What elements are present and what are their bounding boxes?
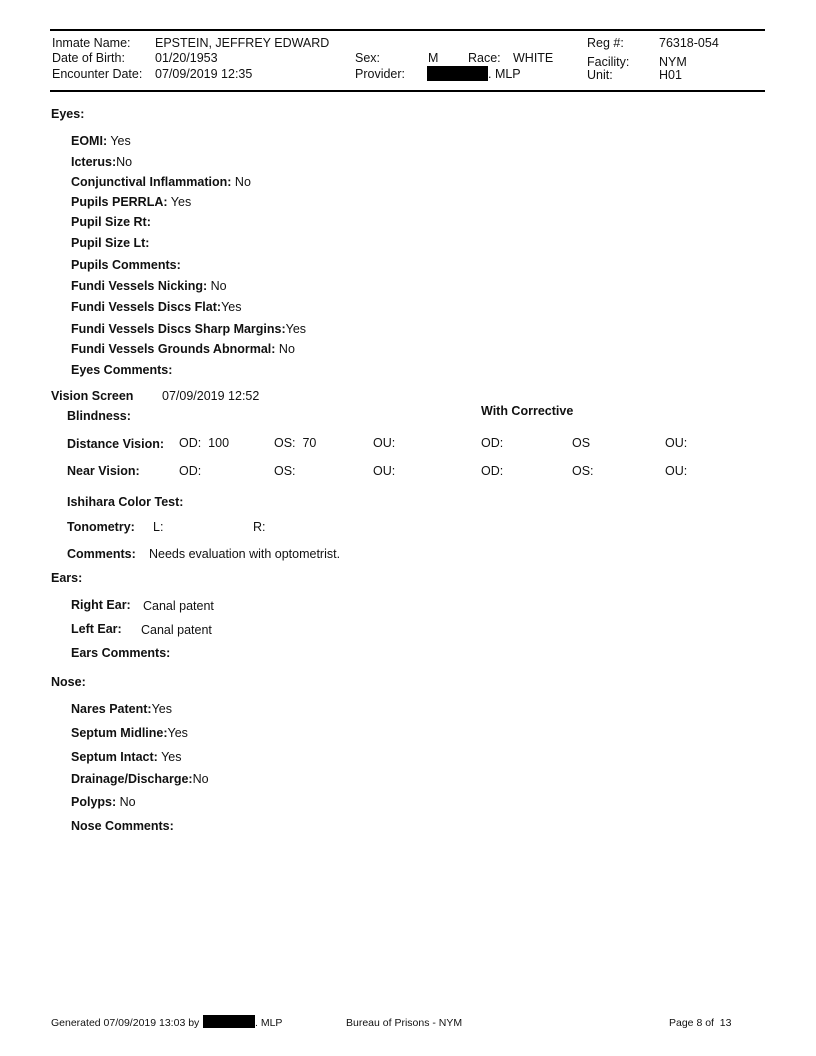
reg-value: 76318-054: [659, 36, 719, 50]
left-ear-label: Left Ear:: [71, 622, 122, 636]
eyes-item: [71, 322, 306, 336]
left-ear-value: Canal patent: [141, 623, 212, 637]
footer-bureau: Bureau of Prisons - NYM: [346, 1017, 463, 1029]
with-corrective-label: With Corrective: [481, 404, 574, 418]
nose-item-label: Polyps:: [71, 795, 117, 809]
tonometry-right: R:: [253, 520, 266, 534]
distance-od: OD: 100: [179, 436, 230, 450]
near-corrective-od: OD:: [481, 464, 504, 478]
tonometry-label: Tonometry:: [67, 520, 135, 534]
blindness-label: Blindness:: [67, 409, 131, 423]
eyes-item-label: Pupils Comments:: [71, 258, 181, 272]
eyes-item: [71, 195, 191, 209]
provider-label: Provider:: [355, 67, 406, 81]
footer-page-number: Page 8 of 13: [669, 1017, 732, 1029]
eyes-item-value: Yes: [221, 300, 242, 314]
tonometry-left: L:: [153, 520, 164, 534]
eyes-item: [71, 342, 295, 356]
nose-item-label: Nares Patent:: [71, 702, 152, 716]
facility-label: Facility:: [587, 55, 630, 69]
eyes-item: [71, 134, 131, 148]
near-vision-label: Near Vision:: [67, 464, 140, 478]
eyes-item-label: Icterus:: [71, 155, 117, 169]
vision-comments: Needs evaluation with optometrist.: [149, 547, 341, 561]
nose-item-label: Septum Midline:: [71, 726, 168, 740]
ishihara-label: Ishihara Color Test:: [67, 495, 184, 509]
nose-item-value: No: [119, 795, 136, 809]
encounter-label: Encounter Date:: [52, 67, 143, 81]
eyes-item-label: Fundi Vessels Grounds Abnormal:: [71, 342, 276, 356]
dob-label: Date of Birth:: [52, 51, 125, 65]
ears-section-title: Ears:: [51, 571, 83, 585]
nose-item: [71, 772, 209, 786]
nose-section-title: Nose:: [51, 675, 86, 689]
nose-item-label: Nose Comments:: [71, 819, 174, 833]
footer-redaction: [203, 1015, 255, 1028]
eyes-item-value: Yes: [170, 195, 192, 209]
ears-comments-label: Ears Comments:: [71, 646, 171, 660]
distance-corrective-od: OD:: [481, 436, 504, 450]
provider-suffix: . MLP: [488, 67, 521, 81]
race-label: Race:: [468, 51, 501, 65]
reg-label: Reg #:: [587, 36, 624, 50]
distance-ou: OU:: [373, 436, 396, 450]
eyes-item-label: Fundi Vessels Discs Flat:: [71, 300, 222, 314]
vision-section-title: Vision Screen: [51, 389, 134, 403]
facility-value: NYM: [659, 55, 687, 69]
eyes-item: [71, 175, 251, 189]
race-value: WHITE: [513, 51, 554, 65]
nose-item-value: Yes: [161, 750, 182, 764]
nose-item: [71, 750, 181, 764]
eyes-item-value: No: [210, 279, 227, 293]
eyes-item-label: Fundi Vessels Nicking:: [71, 279, 208, 293]
header-bottom-rule: [50, 90, 765, 92]
eyes-item: [71, 215, 151, 229]
nose-item-value: Yes: [167, 726, 188, 740]
distance-vision-label: Distance Vision:: [67, 437, 165, 451]
eyes-item: [71, 279, 227, 293]
sex-label: Sex:: [355, 51, 381, 65]
near-ou: OU:: [373, 464, 396, 478]
right-ear-value: Canal patent: [143, 599, 214, 613]
dob: 01/20/1953: [155, 51, 218, 65]
eyes-item: [71, 363, 172, 377]
eyes-item-value: No: [234, 175, 251, 189]
nose-item: [71, 702, 172, 716]
eyes-section-title: Eyes:: [51, 107, 85, 121]
eyes-item-label: Fundi Vessels Discs Sharp Margins:: [71, 322, 286, 336]
header-top-rule: [50, 29, 765, 31]
eyes-item-label: Pupils PERRLA:: [71, 195, 168, 209]
nose-item-label: Septum Intact:: [71, 750, 158, 764]
eyes-item: [71, 236, 149, 250]
eyes-item-label: EOMI:: [71, 134, 108, 148]
distance-os: OS: 70: [274, 436, 317, 450]
eyes-item-value: Yes: [110, 134, 131, 148]
encounter-date: 07/09/2019 12:35: [155, 67, 253, 81]
footer-generated-suffix: . MLP: [255, 1017, 283, 1029]
nose-item: [71, 795, 136, 809]
nose-item-value: Yes: [151, 702, 172, 716]
eyes-item-value: No: [278, 342, 295, 356]
eyes-item-value: Yes: [285, 322, 307, 336]
right-ear-label: Right Ear:: [71, 598, 131, 612]
inmate-name: EPSTEIN, JEFFREY EDWARD: [155, 36, 330, 50]
near-os: OS:: [274, 464, 296, 478]
near-od: OD:: [179, 464, 202, 478]
distance-corrective-ou: OU:: [665, 436, 688, 450]
nose-item: [71, 726, 188, 740]
unit-value: H01: [659, 68, 682, 82]
nose-item-value: No: [192, 772, 209, 786]
provider-redaction: [427, 66, 488, 81]
inmate-name-label: Inmate Name:: [52, 36, 131, 50]
eyes-item: [71, 155, 132, 169]
vision-comments-label: Comments:: [67, 547, 136, 561]
eyes-item: [71, 300, 241, 314]
vision-datetime: 07/09/2019 12:52: [162, 389, 260, 403]
sex-value: M: [428, 51, 439, 65]
eyes-item-label: Conjunctival Inflammation:: [71, 175, 232, 189]
unit-label: Unit:: [587, 68, 613, 82]
nose-item-label: Drainage/Discharge:: [71, 772, 193, 786]
near-corrective-os: OS:: [572, 464, 594, 478]
eyes-item-label: Eyes Comments:: [71, 363, 173, 377]
eyes-item-label: Pupil Size Rt:: [71, 215, 151, 229]
eyes-item-label: Pupil Size Lt:: [71, 236, 150, 250]
nose-item: [71, 819, 174, 833]
near-corrective-ou: OU:: [665, 464, 688, 478]
footer-generated: Generated 07/09/2019 13:03 by: [51, 1017, 200, 1029]
eyes-item: [71, 258, 181, 272]
distance-corrective-os: OS: [572, 436, 591, 450]
eyes-item-value: No: [116, 155, 133, 169]
